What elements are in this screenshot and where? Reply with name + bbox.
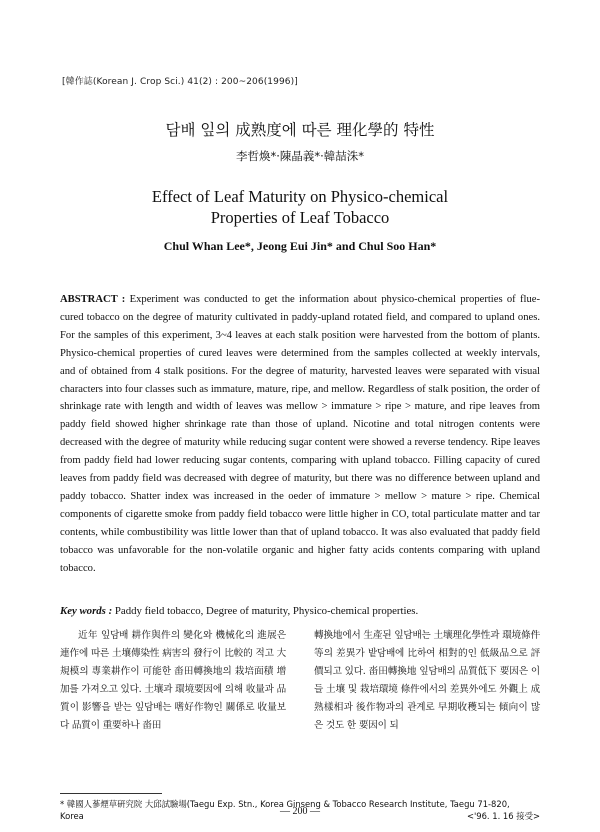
english-title xyxy=(0,186,600,228)
body-column-left: 近年 잎담배 耕作與件의 變化와 機械化의 進展은 連作에 따른 土壤傳染性 病害의 發行이 比較的 적고 大規模의 專業耕作이 可能한 畓田轉換地의 栽培面積 增加를 가져오고 있다. 土壤과 環境要因에 의해 收量과 品質이 影響을 받는 잎담배는 嗜好作物인 關係로 收量보다 品質이 重要하나 畓田 xyxy=(60,630,286,731)
journal-reference: [韓作誌(Korean J. Crop Sci.) 41(2) : 200~206(1996)] xyxy=(62,77,298,87)
abstract-text: Experiment was conducted to get the information about physico-chemical properties of flue-cured tobacco on the degree of maturity cultivated in paddy-upland rotated field, and compared to upland ones. For the samples of this experiment, 3~4 leaves at each stalk position were harvested from the bottom of plants. Physico-chemical properties of cured leaves were determined from the samples collected at weekly intervals, and of obtained from 4 stalk positions. For the degree of maturity, harvested leaves were separated with visual characters into four classes such as immature, mature, ripe, and mellow. Regardless of stalk position, the order of shrinkage rate with length and width of leaves was mellow > immature > ripe > mature, and ripe leaves from paddy field showed higher shrinkage rate than those of upland. Nicotine and total nitrogen contents were decreased with the degree of maturity while reducing sugar content were showed a reverse tendency. Ripe leaves from paddy field had lower reducing sugar contents, comparing with upland tobacco. Filling capacity of cured leaves from paddy field was decreased with degree of maturity, but there was no difference between upland and paddy tobacco. Shatter index was increased in the oeder of immature > mellow > mature > ripe. Chemical components of cigarette smoke from paddy field tobacco were little higher in CO, total particulate matter and tar contents, while combustibility was little lower than that of upland tobacco. It was also evaluated that paddy field tobacco was unfavorable for the non-volatile organic and higher fatty acids contents comparing with upland tobacco. xyxy=(60,294,540,574)
korean-title: 담배 잎의 成熟度에 따른 理化學的 特性 xyxy=(165,121,435,139)
footnote-divider xyxy=(60,793,162,794)
korean-authors: 李哲煥*·陳晶義*·韓喆洙* xyxy=(235,149,365,163)
page-number: — 200 — xyxy=(280,806,320,817)
keywords xyxy=(60,603,540,619)
english-title-line-2: Properties of Leaf Tobacco xyxy=(210,208,390,227)
keywords-text: Paddy field tobacco, Degree of maturity, Physico-chemical properties. xyxy=(114,605,419,617)
abstract-label: ABSTRACT : xyxy=(60,294,126,305)
english-title-line-1: Effect of Leaf Maturity on Physico-chemical xyxy=(151,187,449,206)
footnote-country: Korea xyxy=(60,811,84,821)
footnote-affiliation: * 韓國人蔘煙草硏究院 大邱試驗場(Taegu Exp. Stn., Korea Ginseng & Tobacco Research Institute, Taegu 71-820, xyxy=(60,799,510,809)
abstract xyxy=(60,291,540,578)
body-column-right: 轉換地에서 生產된 잎담배는 土壤理化學性과 環境條件等의 差異가 밭담배에 比하여 相對的인 低級品으로 評價되고 있다. 畓田轉換地 잎담배의 品質低下 要因은 이들 土壤 및 栽培環境 條件에서의 差異外에도 外觀上 成熟樣相과 後作物과의 관계로 早期收穫되는 傾向이 많은 것도 한 要因이 되 xyxy=(314,630,540,731)
english-authors: Chul Whan Lee*, Jeong Eui Jin* and Chul Soo Han* xyxy=(163,239,437,253)
keywords-label: Key words : xyxy=(60,605,113,617)
footnote-received-date: <'96. 1. 16 接受> xyxy=(466,811,540,821)
